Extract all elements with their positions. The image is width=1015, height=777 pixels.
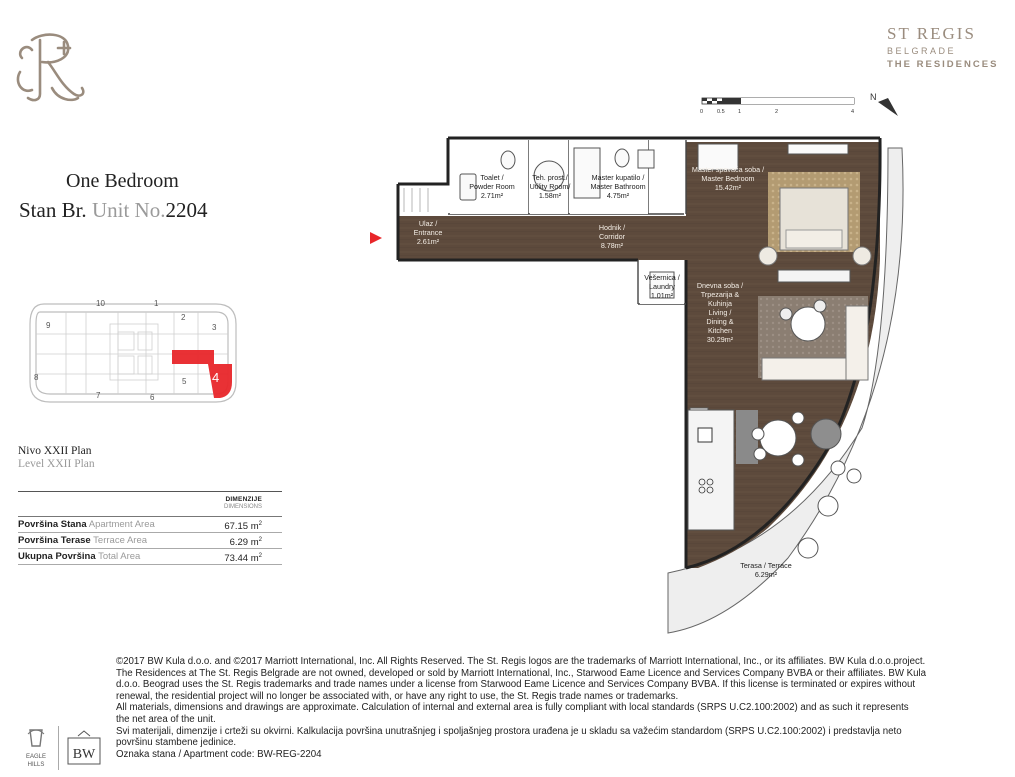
svg-text:Utility Room/: Utility Room/	[529, 182, 571, 191]
brand-name: ST REGIS	[887, 24, 976, 43]
unit-number-line	[19, 198, 207, 223]
svg-text:30.29m²: 30.29m²	[706, 335, 734, 344]
svg-text:Powder Room: Powder Room	[469, 182, 515, 191]
brand-subtitle: THE RESIDENCES	[887, 59, 999, 70]
keyplan-unit-2: 2	[181, 313, 186, 322]
area-row-total: Ukupna Površina Total Area 73.44 $m^2$	[18, 549, 282, 565]
apartment-code: Oznaka stana / Apartment code: BW-REG-2204	[116, 748, 322, 760]
unit-prefix: Stan Br.	[19, 198, 87, 222]
level-title: Nivo XXII Plan	[18, 445, 92, 457]
svg-text:N: N	[870, 92, 877, 102]
svg-text:Dining &: Dining &	[706, 317, 734, 326]
svg-text:Kuhinja: Kuhinja	[708, 299, 732, 308]
svg-text:0: 0	[700, 109, 704, 115]
st-regis-wordmark	[887, 24, 999, 70]
svg-text:Laundry: Laundry	[649, 282, 675, 291]
level-subtitle: Level XXII Plan	[18, 458, 95, 470]
svg-text:Corridor: Corridor	[599, 232, 625, 241]
keyplan-unit-3: 3	[212, 323, 217, 332]
key-plan	[26, 294, 240, 412]
svg-text:Master Bedroom: Master Bedroom	[701, 174, 755, 183]
dimensions-label-sr: DIMENZIJE	[225, 496, 262, 503]
legal-disclaimer: ©2017 BW Kula d.o.o. and ©2017 Marriott International, Inc. All Rights Reserved. The St. Regis logos are the trademarks of Marriott International, Inc., or its affiliates. BW Kula d.o.o.project. The Residences at The St. Regis Belgrade are not owned, developed or sold by Marriott International, Inc., Starwood Eame Licence and Services Company BVBA or their affiliates. BW Kula d.o.o. Beograd uses the St. Regis trademarks and trade names under a license from Starwood Eame Licence and Services Company BVBA. If this license is terminated or expires without renewal, the residential project will no longer be associated with, or have any right to use, the St. Regis trade names or trademarks. All materials, dimensions and drawings are approximate. Calculation of internal and external area is fully compliant with local standards (SRPS U.C2.100:2002) and as such it represents the net area of the unit. Svi materijali, dimenzije i crteži su okvirni. Kalkulacija površina unutrašnjeg i spoljašnjeg prostora urađena je u skladu sa važećim standardom (SRPS U.C2.100:2002) i predstavlja neto površinu stambene jedinice. Oznaka stana / Apartment code: BW-REG-2204	[116, 656, 996, 760]
keyplan-unit-10: 10	[96, 299, 105, 308]
st-regis-monogram-icon	[12, 28, 92, 106]
north-arrow-icon	[866, 88, 902, 122]
svg-text:4.75m²: 4.75m²	[606, 191, 630, 200]
svg-text:Entrance: Entrance	[413, 228, 443, 237]
eagle-hills-logo-icon	[16, 726, 56, 770]
svg-text:2.61m²: 2.61m²	[416, 237, 440, 246]
floor-plan	[368, 128, 908, 640]
svg-text:Hodnik /: Hodnik /	[598, 223, 626, 232]
keyplan-unit-4: 4	[212, 370, 220, 385]
svg-text:Master spavaća soba /: Master spavaća soba /	[691, 165, 765, 174]
svg-text:Living /: Living /	[708, 308, 732, 317]
svg-text:Ulaz /: Ulaz /	[418, 219, 438, 228]
logo-divider	[58, 726, 59, 770]
keyplan-unit-5: 5	[182, 377, 187, 386]
svg-text:Dnevna soba /: Dnevna soba /	[696, 281, 744, 290]
svg-text:Kitchen: Kitchen	[708, 326, 732, 335]
bw-logo-icon	[64, 728, 104, 768]
svg-text:1: 1	[738, 109, 742, 115]
svg-text:HILLS: HILLS	[27, 762, 45, 768]
area-table	[18, 491, 282, 565]
svg-text:Master kupatilo /: Master kupatilo /	[591, 173, 645, 182]
brand-city: BELGRADE	[887, 46, 957, 56]
svg-text:Toalet /: Toalet /	[480, 173, 504, 182]
keyplan-unit-6: 6	[150, 393, 155, 402]
scale-bar	[700, 96, 856, 118]
unit-number: 2204	[165, 198, 208, 222]
svg-text:Trpezarija &: Trpezarija &	[700, 290, 740, 299]
svg-text:0.5: 0.5	[717, 109, 725, 115]
svg-text:6.29m²: 6.29m²	[754, 570, 778, 579]
unit-label: Unit No.	[91, 198, 166, 222]
keyplan-unit-8: 8	[34, 373, 39, 382]
svg-text:EAGLE: EAGLE	[25, 754, 47, 760]
area-row-terrace: Površina Terase Terrace Area 6.29 $m^2$	[18, 533, 282, 549]
svg-text:1.01m²: 1.01m²	[650, 291, 674, 300]
svg-text:8.78m²: 8.78m²	[600, 241, 624, 250]
keyplan-unit-9: 9	[46, 321, 51, 330]
svg-text:4: 4	[851, 109, 855, 115]
svg-text:1.58m²: 1.58m²	[538, 191, 562, 200]
svg-text:Teh. prost./: Teh. prost./	[532, 173, 568, 182]
svg-text:Terasa / Terrace: Terasa / Terrace	[740, 561, 792, 570]
area-table-header	[18, 491, 282, 517]
svg-text:15.42m²: 15.42m²	[714, 183, 742, 192]
svg-text:2: 2	[775, 109, 779, 115]
svg-text:BW: BW	[72, 747, 96, 762]
svg-text:Master Bathroom: Master Bathroom	[590, 182, 646, 191]
svg-text:Vešernica /: Vešernica /	[644, 273, 680, 282]
svg-text:2.71m²: 2.71m²	[480, 191, 504, 200]
keyplan-unit-1: 1	[154, 299, 159, 308]
dimensions-label-en: DIMENSIONS	[223, 504, 262, 510]
area-row-apartment: Površina Stana Apartment Area 67.15 $m^2$	[18, 517, 282, 533]
unit-type-title: One Bedroom	[66, 170, 179, 192]
keyplan-unit-7: 7	[96, 391, 101, 400]
